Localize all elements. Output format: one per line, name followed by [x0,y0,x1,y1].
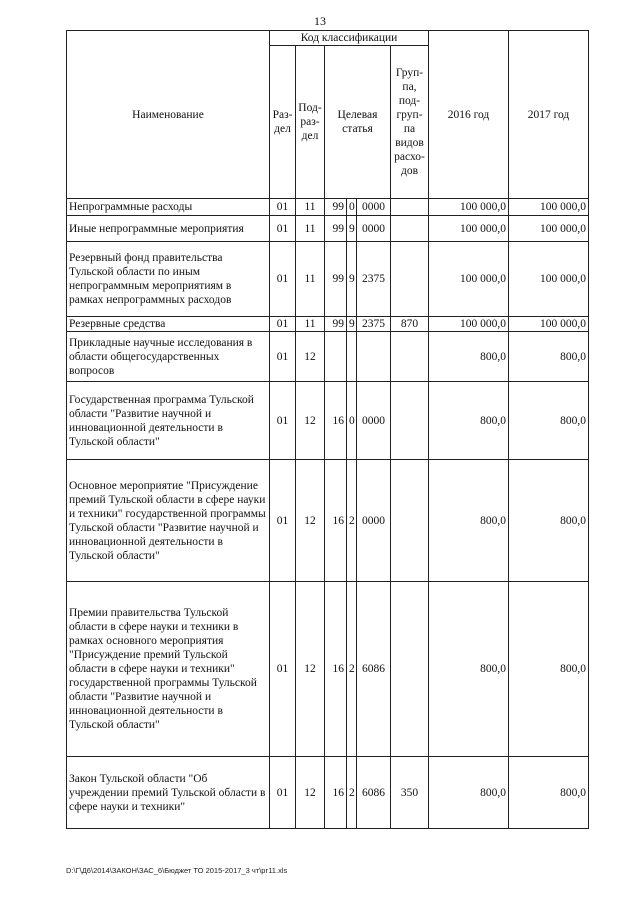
row-expense-group: 350 [391,757,429,829]
row-target-subprogram: 2 [347,460,357,582]
row-subsection: 11 [296,317,325,332]
row-amount-2016: 100 000,0 [429,199,509,216]
row-target-program: 16 [325,757,347,829]
row-target-subprogram: 9 [347,317,357,332]
table-row [67,332,589,382]
row-section: 01 [270,332,296,382]
row-subsection: 11 [296,199,325,216]
row-section: 01 [270,317,296,332]
row-target-direction: 6086 [357,582,391,757]
row-amount-2016: 800,0 [429,382,509,460]
row-amount-2017: 800,0 [509,757,589,829]
row-amount-2016: 800,0 [429,460,509,582]
header-target-article: Целевая статья [325,46,391,199]
row-target-program: 99 [325,216,347,242]
row-target-subprogram: 2 [347,582,357,757]
row-name: Непрограммные расходы [67,199,270,216]
row-expense-group [391,382,429,460]
row-target-program: 99 [325,317,347,332]
row-target-direction: 0000 [357,382,391,460]
row-target-program: 16 [325,382,347,460]
row-amount-2016: 100 000,0 [429,317,509,332]
row-expense-group [391,216,429,242]
row-expense-group [391,582,429,757]
row-name: Иные непрограммные мероприятия [67,216,270,242]
row-target-subprogram: 2 [347,757,357,829]
table-row [67,460,589,582]
row-target-subprogram: 0 [347,382,357,460]
row-amount-2016: 100 000,0 [429,242,509,317]
table-row [67,242,589,317]
row-amount-2016: 800,0 [429,757,509,829]
row-section: 01 [270,460,296,582]
header-name: Наименование [67,31,270,199]
row-subsection: 11 [296,242,325,317]
row-target-program: 99 [325,199,347,216]
row-amount-2017: 100 000,0 [509,317,589,332]
row-target-direction: 6086 [357,757,391,829]
row-target-direction [357,332,391,382]
row-subsection: 12 [296,460,325,582]
header-code-group: Код классификации [270,31,429,46]
row-target-direction: 2375 [357,317,391,332]
row-target-subprogram: 9 [347,216,357,242]
row-amount-2016: 100 000,0 [429,216,509,242]
table-row [67,757,589,829]
row-section: 01 [270,199,296,216]
row-amount-2017: 800,0 [509,582,589,757]
row-target-program [325,332,347,382]
row-target-direction: 0000 [357,460,391,582]
budget-table [66,30,589,829]
row-section: 01 [270,216,296,242]
row-section: 01 [270,242,296,317]
row-amount-2017: 100 000,0 [509,199,589,216]
row-name: Резервный фонд правительства Тульской области по иным непрограммным мероприятиям в рамках непрограммных расходов [67,242,270,317]
row-expense-group: 870 [391,317,429,332]
header-year-2016: 2016 год [429,31,509,199]
row-amount-2017: 100 000,0 [509,216,589,242]
row-expense-group [391,460,429,582]
row-name: Резервные средства [67,317,270,332]
row-amount-2016: 800,0 [429,332,509,382]
row-target-direction: 0000 [357,216,391,242]
header-expense-group [391,46,429,199]
table-body [67,199,589,829]
row-subsection: 12 [296,332,325,382]
row-subsection: 12 [296,757,325,829]
row-section: 01 [270,382,296,460]
row-section: 01 [270,757,296,829]
table-row [67,317,589,332]
row-target-program: 99 [325,242,347,317]
footer-file-path: D:\Г\Д6\2014\ЗАКОН\ЗАС_6\Бюджет ТО 2015-2017_3 чт\рг11.xls [66,866,288,875]
row-target-program: 16 [325,582,347,757]
table-row [67,382,589,460]
row-subsection: 12 [296,582,325,757]
table-row [67,216,589,242]
row-target-direction: 0000 [357,199,391,216]
row-name: Премии правительства Тульской области в сфере науки и техники в рамках основного мероприятия "Присуждение премий Тульской области в сфере науки и техники" государственной программы Тульской области "Развитие научной и инновационной деятельности в Тульской области" [67,582,270,757]
header-section-label: Раз- дел [272,109,293,135]
row-subsection: 11 [296,216,325,242]
row-name: Государственная программа Тульской области "Развитие научной и инновационной деятельности в Тульской области" [67,382,270,460]
row-name: Закон Тульской области "Об учреждении премий Тульской области в сфере науки и техники" [67,757,270,829]
row-amount-2017: 800,0 [509,382,589,460]
header-section [270,46,296,199]
row-target-subprogram: 0 [347,199,357,216]
row-section: 01 [270,582,296,757]
row-amount-2017: 100 000,0 [509,242,589,317]
row-amount-2017: 800,0 [509,460,589,582]
page-number: 13 [314,14,326,28]
row-expense-group [391,332,429,382]
table-row [67,582,589,757]
row-amount-2017: 800,0 [509,332,589,382]
row-subsection: 12 [296,382,325,460]
row-target-direction: 2375 [357,242,391,317]
row-target-subprogram: 9 [347,242,357,317]
row-amount-2016: 800,0 [429,582,509,757]
header-subsection [296,46,325,199]
row-expense-group [391,242,429,317]
header-year-2017: 2017 год [509,31,589,199]
row-name: Основное мероприятие "Присуждение премий Тульской области в сфере науки и техники" государственной программы Тульской области "Развитие научной и инновационной деятельности в Тульской области" [67,460,270,582]
row-name: Прикладные научные исследования в области общегосударственных вопросов [67,332,270,382]
row-expense-group [391,199,429,216]
row-target-program: 16 [325,460,347,582]
header-subsection-label: Под- раз- дел [298,102,322,142]
table-row [67,199,589,216]
row-target-subprogram [347,332,357,382]
header-expense-group-label: Груп- па, под- груп- па видов расхо- дов [394,67,425,177]
